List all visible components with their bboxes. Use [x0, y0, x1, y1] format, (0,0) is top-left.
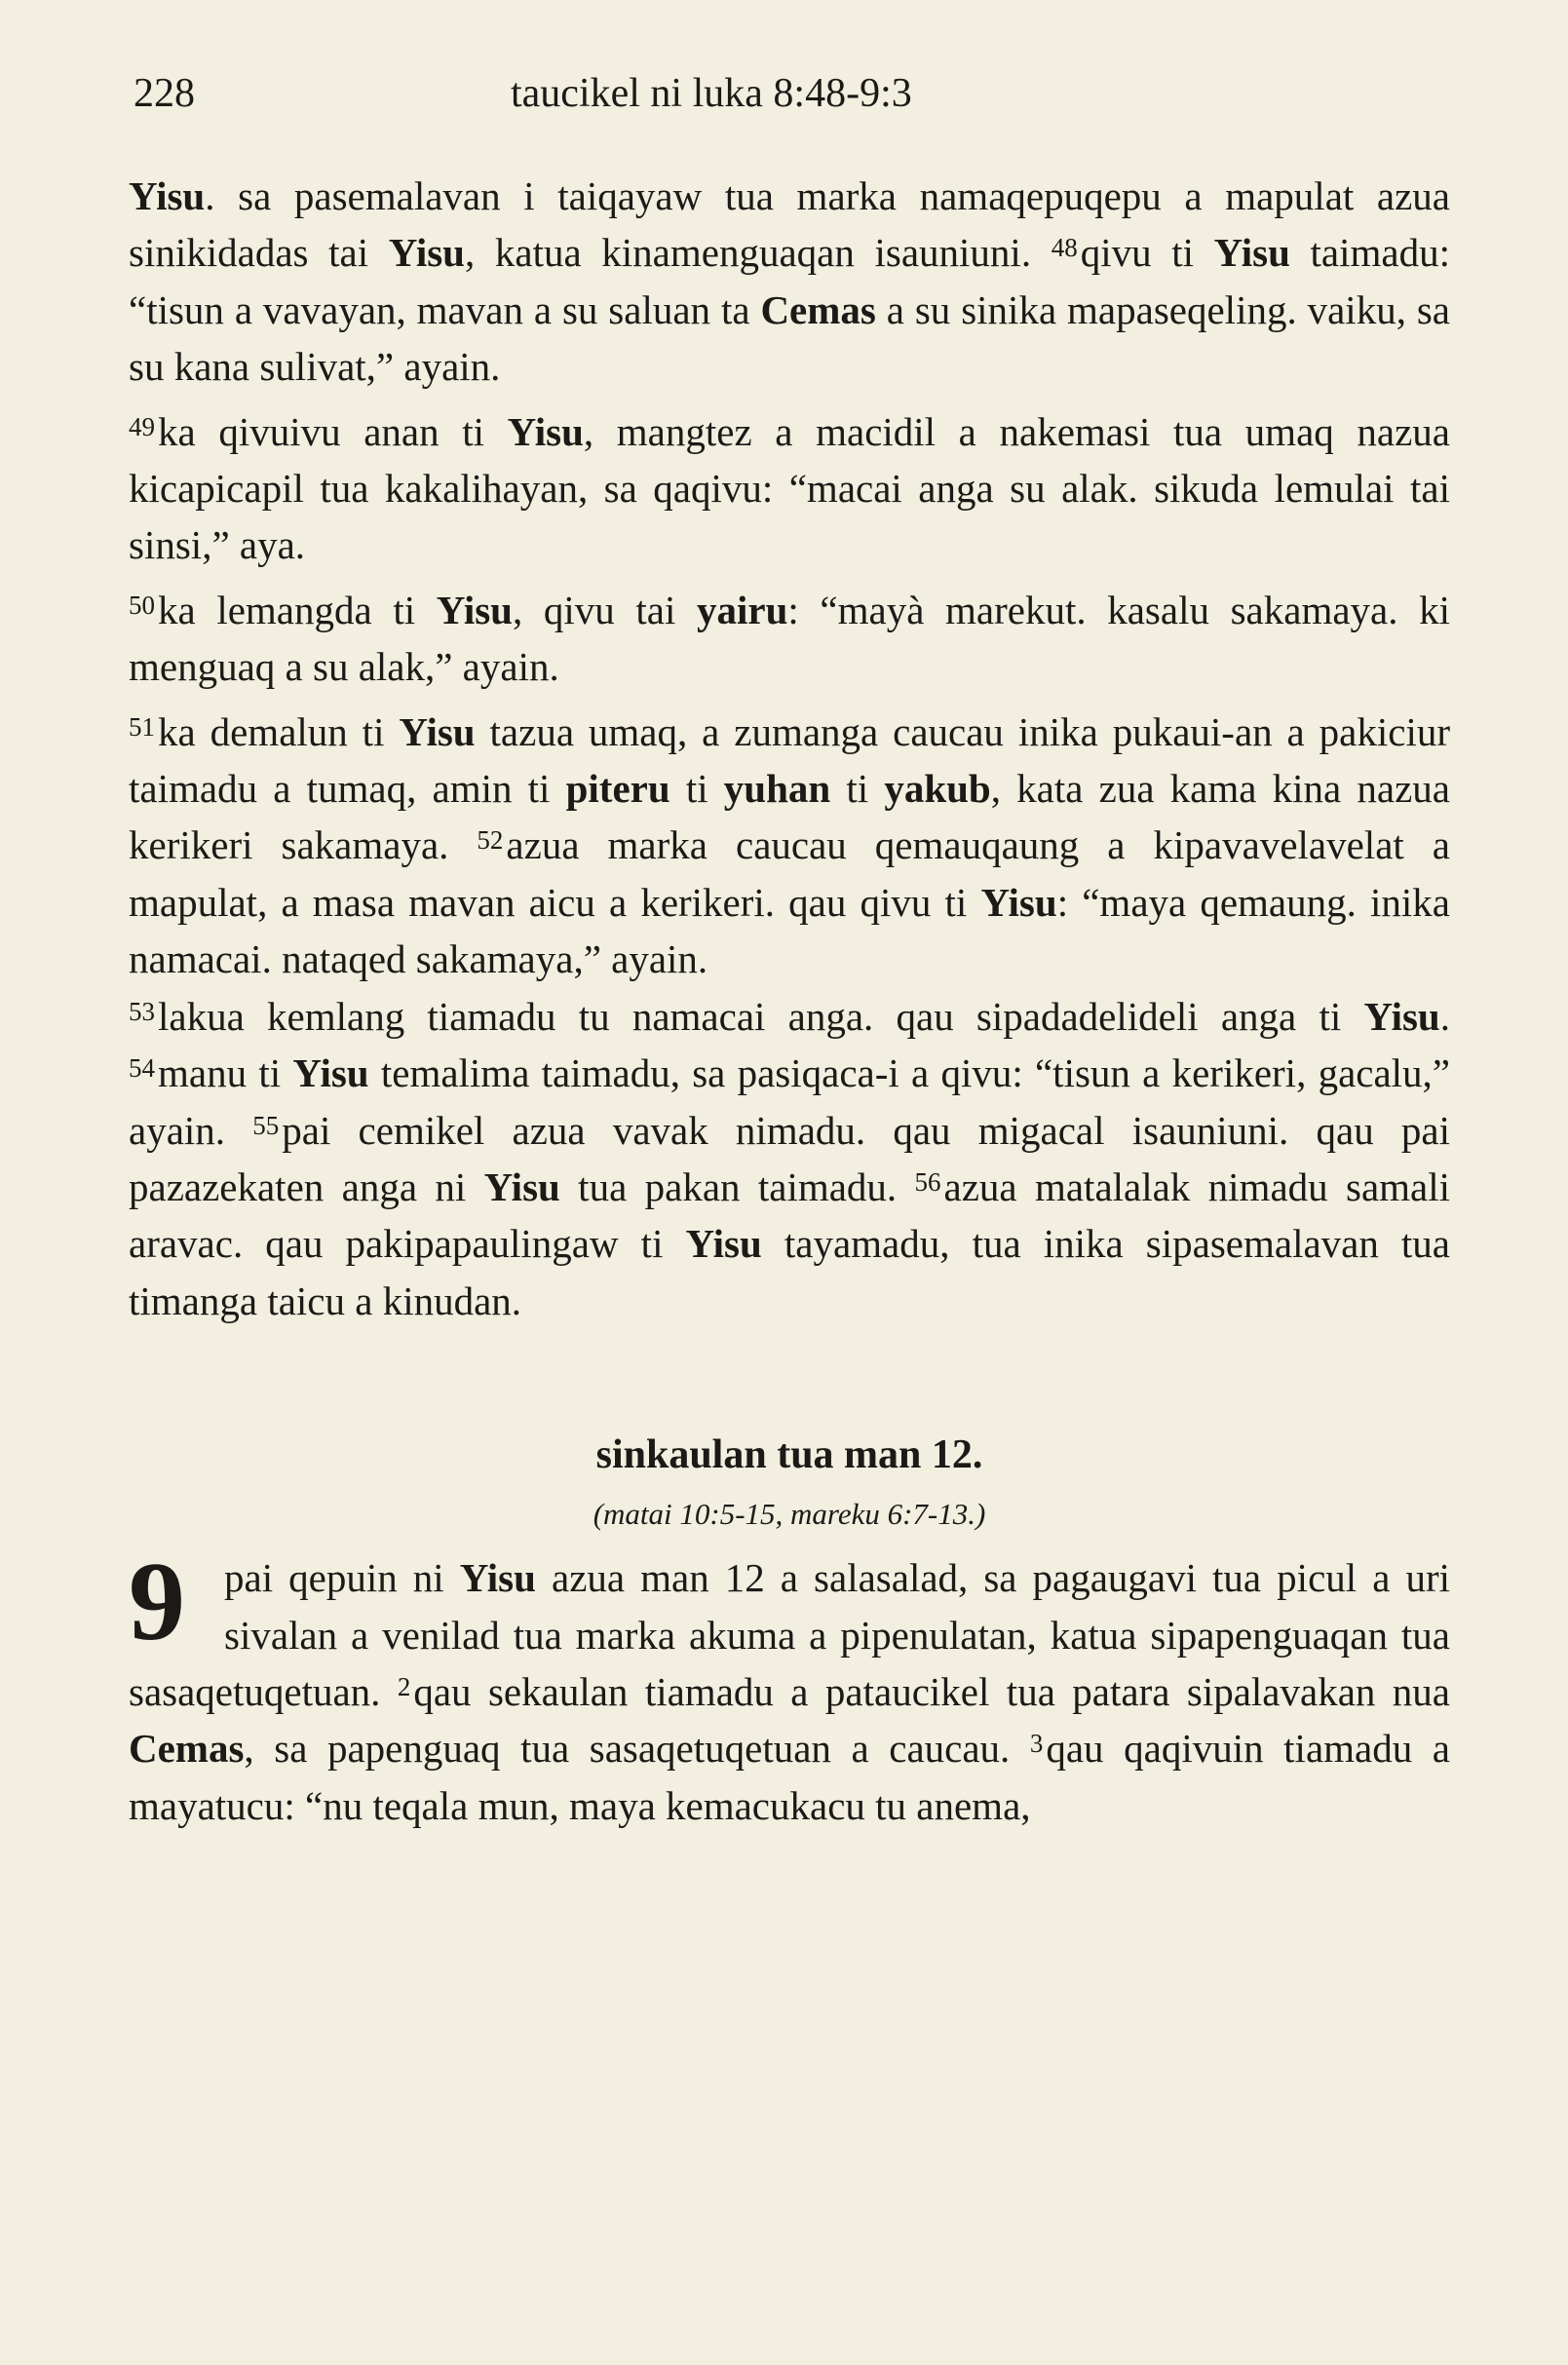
- text-run: ka demalun ti: [158, 708, 400, 754]
- verse-number: 54: [129, 1053, 155, 1084]
- text-run: qau sekaulan tiamadu a pataucikel tua patara sipalavakan nua: [413, 1668, 1451, 1714]
- text-run: , katua kinamenguaqan isauniuni.: [464, 230, 1052, 276]
- text-run: pai cemikel azua vavak nimadu. qau migacal isauniuni. qau pai pazazekaten anga ni: [129, 1107, 1450, 1209]
- verse-number: 52: [477, 825, 504, 856]
- verse-number: 51: [129, 711, 155, 742]
- text-run: . sa pasemalavan i taiqayaw tua marka namaqepuqepu a mapulat azua sinikidadas tai: [129, 173, 1450, 276]
- text-run: azua man 12 a salasalad, sa pagaugavi tua picul a uri sivalan a venilad tua marka akuma a pipenulatan, katua sipapenguaqan tua sasaqetuqetuan.: [129, 1555, 1450, 1714]
- text-run: qau qaqivuin tiamadu a mayatucu: “nu teqala mun, maya kemacukacu tu anema,: [129, 1726, 1450, 1828]
- page-body: [129, 168, 1450, 1834]
- name-bold: Cemas: [129, 1726, 245, 1772]
- text-run: qivu ti: [1080, 230, 1214, 276]
- verse-number: 3: [1029, 1729, 1044, 1759]
- text-run: ka lemangda ti: [158, 587, 437, 632]
- text-run: , kata zua kama kina nazua kerikeri sakamaya.: [129, 766, 1450, 868]
- text-run: : “maya qemaung. inika namacai. nataqed sakamaya,” ayain.: [129, 879, 1450, 982]
- text-run: tazua umaq, a zumanga caucau inika pukaui-an a pakiciur taimadu a tumaq, amin ti: [129, 708, 1450, 812]
- section-title: sinkaulan tua man 12.: [595, 1432, 983, 1478]
- text-run: ti: [830, 766, 885, 812]
- section-reference: (matai 10:5-15, mareku 6:7-13.): [593, 1497, 986, 1532]
- name-bold: Yisu: [292, 1050, 369, 1096]
- verse-number: 2: [397, 1671, 411, 1701]
- text-run: , mangtez a macidil a nakemasi tua umaq nazua kicapicapil tua kakalihayan, sa qaqivu: “macai anga su alak. sikuda lemulai tai sinsi,” aya.: [129, 408, 1450, 568]
- name-bold: Yisu: [980, 879, 1057, 925]
- text-run: taimadu: “tisun a vavayan, mavan a su saluan ta: [129, 230, 1450, 332]
- name-bold: Cemas: [760, 286, 876, 332]
- name-bold: piteru: [565, 766, 670, 812]
- verse-number: 49: [129, 411, 155, 441]
- verse-number: 56: [914, 1166, 941, 1197]
- page-number: 228: [134, 71, 195, 116]
- text-run: lakua kemlang tiamadu tu namacai anga. qau sipadadelideli anga ti: [158, 993, 1364, 1039]
- name-bold: Yisu: [1363, 993, 1440, 1039]
- name-bold: Yisu: [507, 408, 584, 454]
- text-run: ka qivuivu anan ti: [158, 408, 508, 454]
- verse-number: 50: [129, 590, 155, 620]
- name-bold: Yisu: [129, 173, 206, 218]
- running-title: taucikel ni luka 8:48-9:3: [511, 71, 912, 116]
- text-run: tayamadu, tua inika sipasemalavan tua timanga taicu a kinudan.: [129, 1221, 1451, 1323]
- text-run: a su sinika mapaseqeling. vaiku, sa su kana sulivat,” ayain.: [129, 286, 1450, 390]
- name-bold: Yisu: [459, 1555, 536, 1601]
- verse-number: 53: [129, 996, 155, 1026]
- name-bold: yairu: [696, 587, 788, 632]
- chapter-number: 9: [129, 1540, 185, 1665]
- text-run: temalima taimadu, sa pasiqaca-i a qivu: “tisun a kerikeri, gacalu,” ayain.: [129, 1050, 1451, 1153]
- name-bold: yuhan: [723, 766, 831, 812]
- name-bold: Yisu: [436, 587, 513, 632]
- verse-51-56: [129, 704, 1450, 1329]
- name-bold: Yisu: [483, 1163, 560, 1209]
- text-run: azua matalalak nimadu samali aravac. qau pakipapaulingaw ti: [129, 1163, 1451, 1267]
- text-run: , qivu tai: [512, 587, 697, 632]
- text-run: tua pakan taimadu.: [559, 1163, 915, 1209]
- name-bold: yakub: [884, 766, 991, 812]
- text-run: manu ti: [158, 1050, 293, 1096]
- text-run: : “mayà marekut. kasalu sakamaya. ki menguaq a su alak,” ayain.: [129, 587, 1450, 690]
- name-bold: Yisu: [1213, 230, 1290, 276]
- verse-50: [129, 582, 1450, 696]
- verse-number: 55: [252, 1110, 280, 1140]
- verse-number: 48: [1051, 233, 1078, 263]
- text-run: , sa papenguaq tua sasaqetuqetuan a caucau.: [244, 1726, 1030, 1772]
- text-run: pai qepuin ni: [224, 1555, 460, 1601]
- chapter-9-opening: [129, 1540, 1451, 1834]
- verse-49: [129, 403, 1450, 574]
- name-bold: Yisu: [399, 708, 476, 754]
- page-header: [134, 70, 1439, 129]
- name-bold: Yisu: [685, 1221, 762, 1267]
- name-bold: Yisu: [388, 230, 465, 276]
- text-run: .: [1439, 993, 1450, 1039]
- text-run: ti: [669, 766, 724, 812]
- paragraph-intro: [129, 168, 1450, 396]
- text-run: azua marka caucau qemauqaung a kipavavelavelat a mapulat, a masa mavan aicu a kerikeri. qau qivu ti: [129, 822, 1450, 925]
